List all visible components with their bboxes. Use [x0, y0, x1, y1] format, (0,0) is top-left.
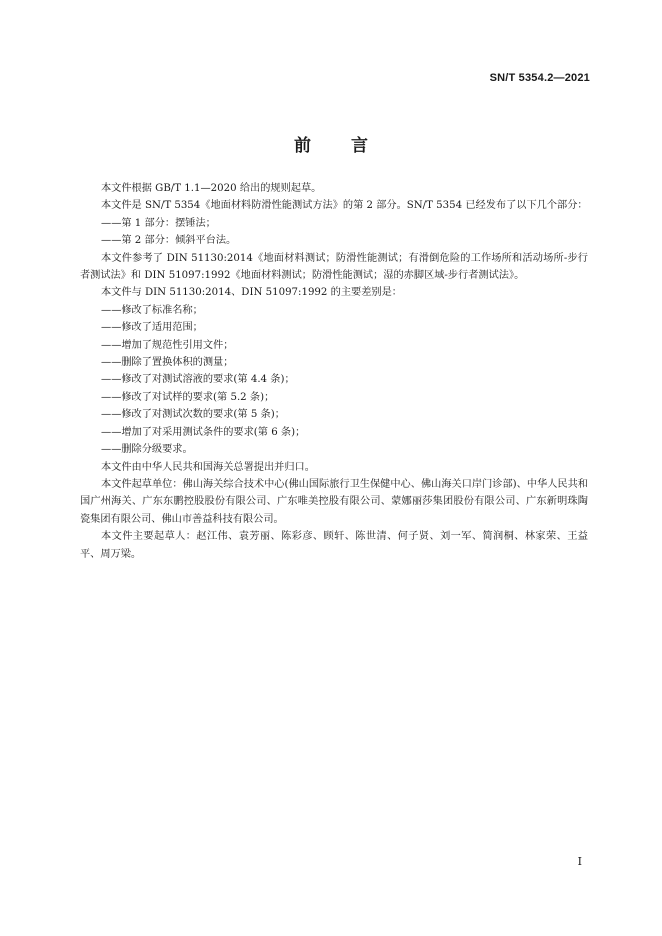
list-item: ——修改了对测试溶液的要求(第 4.4 条)； — [101, 374, 295, 386]
foreword-body — [80, 180, 588, 563]
list-item: ——增加了规范性引用文件； — [101, 339, 234, 351]
list-item: ——修改了对试样的要求(第 5.2 条)； — [101, 391, 275, 403]
list-item: ——修改了标准名称； — [101, 304, 203, 316]
paragraph-proposer: 本文件由中华人民共和国海关总署提出并归口。 — [101, 461, 315, 473]
list-item: ——删除了置换体积的测量； — [101, 357, 234, 369]
paragraph-differences-intro: 本文件与 DIN 51130:2014、DIN 51097:1992 的主要差别是： — [101, 287, 402, 299]
paragraph-references: 本文件参考了 DIN 51130:2014《地面材料测试；防滑性能测试；有滑倒危险的工作场所和活动场所-步行者测试法》和 DIN 51097:1992《地面材料测试；防滑性能测试；湿的赤脚区域-步行者测试法》。 — [80, 252, 588, 282]
paragraph-drafting-units: 本文件起草单位：佛山海关综合技术中心(佛山国际旅行卫生保健中心、佛山海关口岸门诊部)、中华人民共和国广州海关、广东东鹏控股股份有限公司、广东唯美控股有限公司、蒙娜丽莎集团股份有限公司、广东新明珠陶瓷集团有限公司、佛山市善益科技有限公司。 — [80, 478, 588, 525]
title-char-2: 言 — [351, 136, 368, 156]
list-item: ——修改了适用范围； — [101, 322, 203, 334]
standard-code: SN/T 5354.2—2021 — [489, 72, 590, 84]
paragraph-drafting-rules: 本文件根据 GB/T 1.1—2020 给出的规则起草。 — [101, 183, 322, 194]
page-title — [0, 131, 662, 156]
paragraph-part-statement: 本文件是 SN/T 5354《地面材料防滑性能测试方法》的第 2 部分。SN/T 5354 已经发布了以下几个部分： — [101, 200, 588, 212]
list-item: ——第 2 部分：倾斜平台法。 — [101, 235, 237, 247]
list-item: ——第 1 部分：摆锤法； — [101, 217, 216, 229]
list-item: ——增加了对采用测试条件的要求(第 6 条)； — [101, 426, 306, 438]
list-item: ——删除分级要求。 — [101, 444, 193, 456]
page-number: I — [577, 855, 582, 868]
list-item: ——修改了对测试次数的要求(第 5 条)； — [101, 409, 285, 421]
paragraph-drafters: 本文件主要起草人：赵江伟、袁芳丽、陈彩彦、顾轩、陈世清、何子贤、刘一军、简润桐、林家荣、王益平、周万梁。 — [80, 531, 588, 560]
title-char-1: 前 — [294, 136, 311, 156]
